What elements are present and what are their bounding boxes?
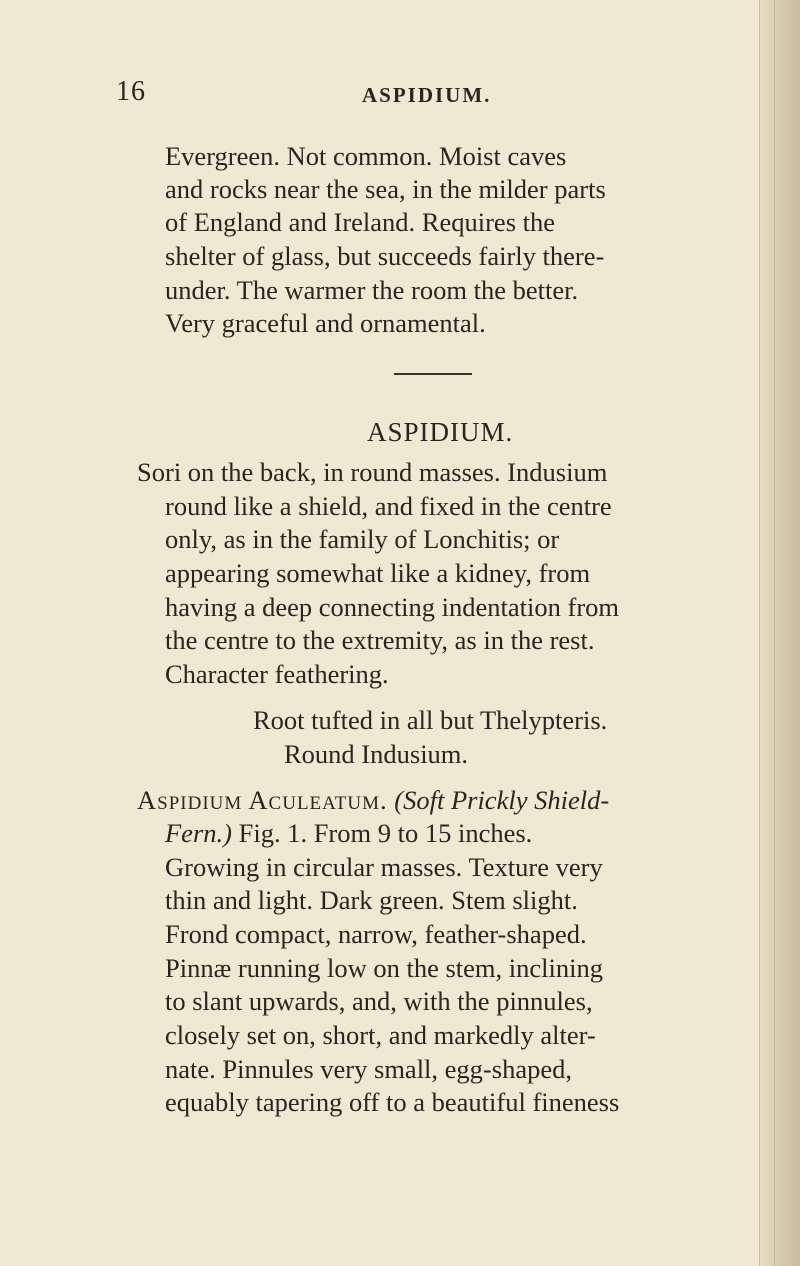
page-edge [759, 0, 800, 1266]
section-heading: ASPIDIUM. [367, 417, 514, 447]
text-line: shelter of glass, but succeeds fairly there- [165, 241, 605, 271]
species-line [165, 820, 532, 847]
text-line: having a deep connecting indentation from [165, 592, 620, 622]
text-line: and rocks near the sea, in the milder parts [165, 174, 606, 204]
species-heading-line [137, 787, 609, 814]
text-line: the centre to the extremity, as in the rest. [165, 625, 595, 655]
text-line: Evergreen. Not common. Moist caves [165, 141, 567, 171]
species-common-name-cont: Fern.) [165, 818, 232, 848]
indusium-line: Round Indusium. [284, 739, 469, 769]
page-number: 16 [116, 76, 146, 107]
text-line: Character feathering. [165, 659, 389, 689]
text-line: equably tapering off to a beautiful fineness [165, 1087, 620, 1117]
running-head: ASPIDIUM. [362, 83, 492, 107]
root-line: Root tufted in all but Thelypteris. [253, 705, 608, 735]
text-line: Very graceful and ornamental. [165, 308, 486, 338]
text-line: Sori on the back, in round masses. Indusium [137, 457, 608, 487]
text-line: Pinnæ running low on the stem, inclining [165, 953, 603, 983]
text-line: Frond compact, narrow, feather-shaped. [165, 919, 587, 949]
section-divider [394, 373, 472, 375]
text-line: Growing in circular masses. Texture very [165, 852, 603, 882]
text-line: under. The warmer the room the better. [165, 275, 579, 305]
text-line: closely set on, short, and markedly alter- [165, 1020, 596, 1050]
text-line: thin and light. Dark green. Stem slight. [165, 885, 578, 915]
text-line: only, as in the family of Lonchitis; or [165, 524, 560, 554]
species-size: Fig. 1. From 9 to 15 inches. [238, 818, 533, 848]
species-common-name: (Soft Prickly Shield- [394, 785, 610, 815]
text-line: of England and Ireland. Requires the [165, 207, 556, 237]
text-line: round like a shield, and fixed in the centre [165, 491, 612, 521]
text-line: to slant upwards, and, with the pinnules, [165, 986, 593, 1016]
species-name: Aspidium Aculeatum. [137, 785, 388, 815]
text-line: nate. Pinnules very small, egg-shaped, [165, 1054, 572, 1084]
text-line: appearing somewhat like a kidney, from [165, 558, 591, 588]
